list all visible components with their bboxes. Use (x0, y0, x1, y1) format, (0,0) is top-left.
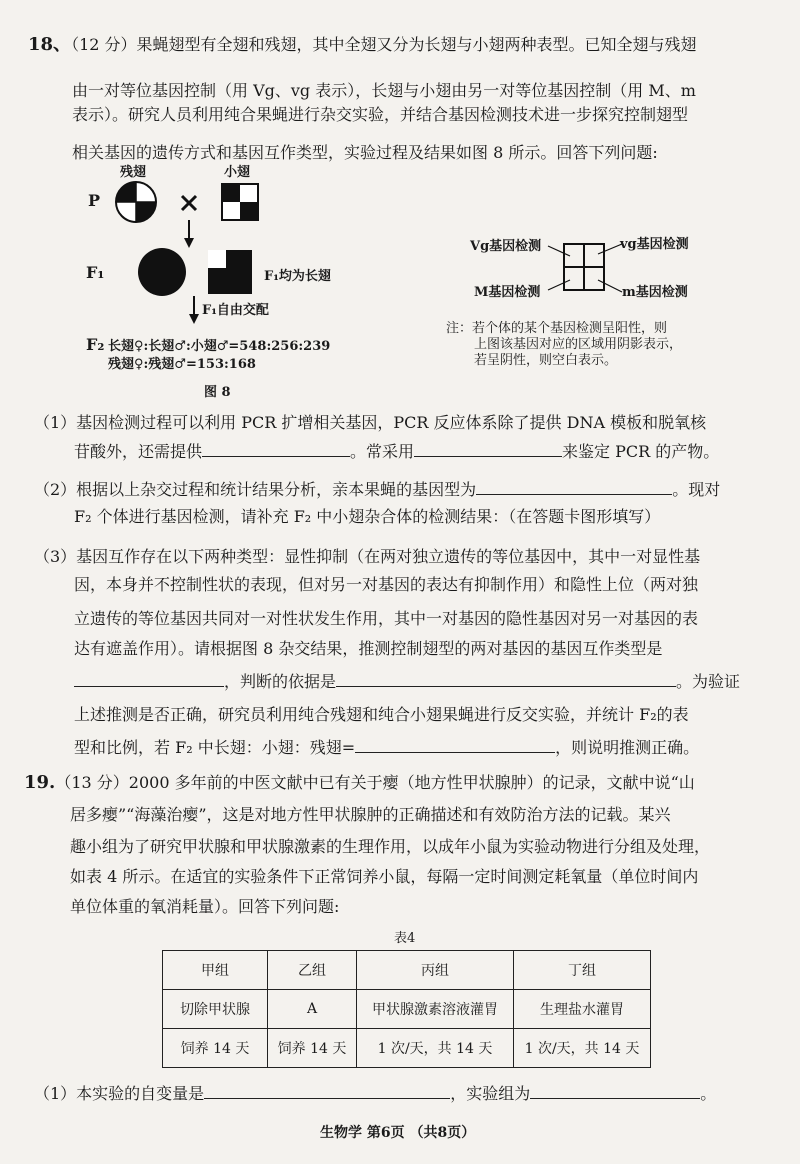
table-row (163, 990, 651, 1029)
q18-s1-line1: （1）基因检测过程可以利用 PCR 扩增相关基因，PCR 反应体系除了提供 DNA 模板和脱氧核 (34, 413, 707, 432)
figure-note-line3: 若呈阴性，则空白表示。 (474, 353, 618, 368)
gene-detection-grid (540, 236, 630, 300)
table-header-cell: 甲组 (163, 951, 268, 990)
label-m-detect: M基因检测 (474, 285, 541, 300)
q19-line2: 居多瘿”“海藻治瘿”，这是对地方性甲状腺肿的正确描述和有效防治方法的记载。某兴 (70, 805, 671, 824)
answer-blank[interactable] (336, 670, 676, 687)
cross-symbol-icon (182, 196, 196, 210)
f1-note: F₁均为长翅 (264, 269, 331, 284)
q19-line4: 如表 4 所示。在适宜的实验条件下正常饲养小鼠，每隔一定时间测定耗氧量（单位时间内 (70, 867, 699, 886)
answer-blank[interactable] (414, 440, 562, 457)
parent1-label: 残翅 (120, 165, 147, 180)
label-vg-low-detect: vg基因检测 (620, 237, 689, 252)
answer-blank[interactable] (74, 670, 224, 687)
q18-line1: 18、（12 分）果蝇翅型有全翅和残翅，其中全翅又分为长翅与小翅两种表型。已知全翅与残翅 (28, 34, 697, 55)
q18-line3: 表示）。研究人员利用纯合果蝇进行杂交实验，并结合基因检测技术进一步探究控制翅型 (72, 105, 689, 124)
q18-s1-line2: 苷酸外，还需提供 。常采用 来鉴定 PCR 的产物。 (74, 442, 720, 461)
f2-result-line1: 长翅♀:长翅♂:小翅♂=548:256:239 (108, 339, 331, 354)
arrow-down-icon (184, 220, 194, 248)
q18-s2-line2: F₂ 个体进行基因检测，请补充 F₂ 中小翅杂合体的检测结果：（在答题卡图形填写） (74, 507, 661, 526)
figure-8-f1 (136, 246, 256, 298)
table-header-cell: 乙组 (268, 951, 357, 990)
table-cell: 生理盐水灌胃 (514, 990, 651, 1029)
f1-label: F₁ (86, 263, 105, 282)
label-m-low-detect: m基因检测 (622, 285, 688, 300)
figure-note-line2: 上图该基因对应的区域用阴影表示， (474, 337, 683, 352)
figure-8-caption: 图 8 (204, 385, 231, 400)
table-cell: 饲养 14 天 (163, 1029, 268, 1068)
table-header-row (163, 951, 651, 990)
f1-mating-label: F₁自由交配 (202, 303, 269, 318)
q18-s3-line1: （3）基因互作存在以下两种类型：显性抑制（在两对独立遗传的等位基因中，其中一对显性基 (34, 547, 701, 566)
answer-blank[interactable] (476, 478, 672, 495)
f1-square-icon (208, 250, 252, 294)
table-cell: 1 次/天，共 14 天 (514, 1029, 651, 1068)
parent2-label: 小翅 (224, 165, 251, 180)
p-label: P (88, 191, 101, 210)
f2-label: F₂ (86, 335, 105, 354)
page-footer: 生物学 第6页 （共8页） (320, 1125, 476, 1141)
q18-s3-line7: 型和比例，若 F₂ 中长翅：小翅：残翅= ，则说明推测正确。 (74, 738, 700, 757)
table-cell: 1 次/天，共 14 天 (357, 1029, 514, 1068)
q18-s3-line2: 因，本身并不控制性状的表现，但对另一对基因的表达有抑制作用）和隐性上位（两对独 (74, 575, 699, 594)
f2-result-line2: 残翅♀:残翅♂=153:168 (108, 357, 256, 372)
table-row (163, 1029, 651, 1068)
table-cell: 切除甲状腺 (163, 990, 268, 1029)
q18-line4: 相关基因的遗传方式和基因互作类型，实验过程及结果如图 8 所示。回答下列问题: (72, 143, 658, 162)
label-vg-detect: Vg基因检测 (470, 239, 542, 254)
q18-s3-line3: 立遗传的等位基因共同对一对性状发生作用，其中一对基因的隐性基因对另一对基因的表 (74, 609, 699, 628)
table-header-cell: 丁组 (514, 951, 651, 990)
answer-blank[interactable] (530, 1082, 700, 1099)
q18-s3-line4: 达有遮盖作用）。请根据图 8 杂交结果，推测控制翅型的两对基因的基因互作类型是 (74, 639, 663, 658)
table-4-caption: 表4 (394, 931, 416, 946)
q18-number: 18、 (28, 34, 72, 55)
answer-blank[interactable] (202, 440, 350, 457)
table-cell: 甲状腺激素溶液灌胃 (357, 990, 514, 1029)
table-header-cell: 丙组 (357, 951, 514, 990)
table-cell: 饲养 14 天 (268, 1029, 357, 1068)
figure-note-line1: 注：若个体的某个基因检测呈阳性，则 (446, 321, 668, 336)
q18-s2-line1: （2）根据以上杂交过程和统计结果分析，亲本果蝇的基因型为 。现对 (34, 480, 721, 499)
table-4 (162, 950, 651, 1068)
q19-line3: 趣小组为了研究甲状腺和甲状腺激素的生理作用，以成年小鼠为实验动物进行分组及处理， (70, 837, 711, 856)
f1-circle-icon (138, 248, 186, 296)
q19-s1: （1）本实验的自变量是 ，实验组为 。 (34, 1084, 717, 1103)
parent1-genotype-icon (116, 182, 156, 222)
q18-s3-line5: ，判断的依据是 。为验证 (74, 670, 740, 693)
q18-line2: 由一对等位基因控制（用 Vg、vg 表示），长翅与小翅由另一对等位基因控制（用 M、m (72, 81, 696, 100)
parent2-genotype-icon (222, 184, 258, 220)
answer-blank[interactable] (204, 1082, 450, 1099)
q19-number: 19. (24, 772, 56, 793)
q18-s3-line6: 上述推测是否正确，研究员利用纯合残翅和纯合小翅果蝇进行反交实验，并统计 F₂的表 (74, 705, 689, 724)
table-cell: A (268, 990, 357, 1029)
q19-line1: 19.（13 分）2000 多年前的中医文献中已有关于瘿（地方性甲状腺肿）的记录，文献中说“山 (24, 772, 695, 793)
q19-line5: 单位体重的氧消耗量）。回答下列问题: (70, 897, 340, 916)
answer-blank[interactable] (355, 736, 555, 753)
